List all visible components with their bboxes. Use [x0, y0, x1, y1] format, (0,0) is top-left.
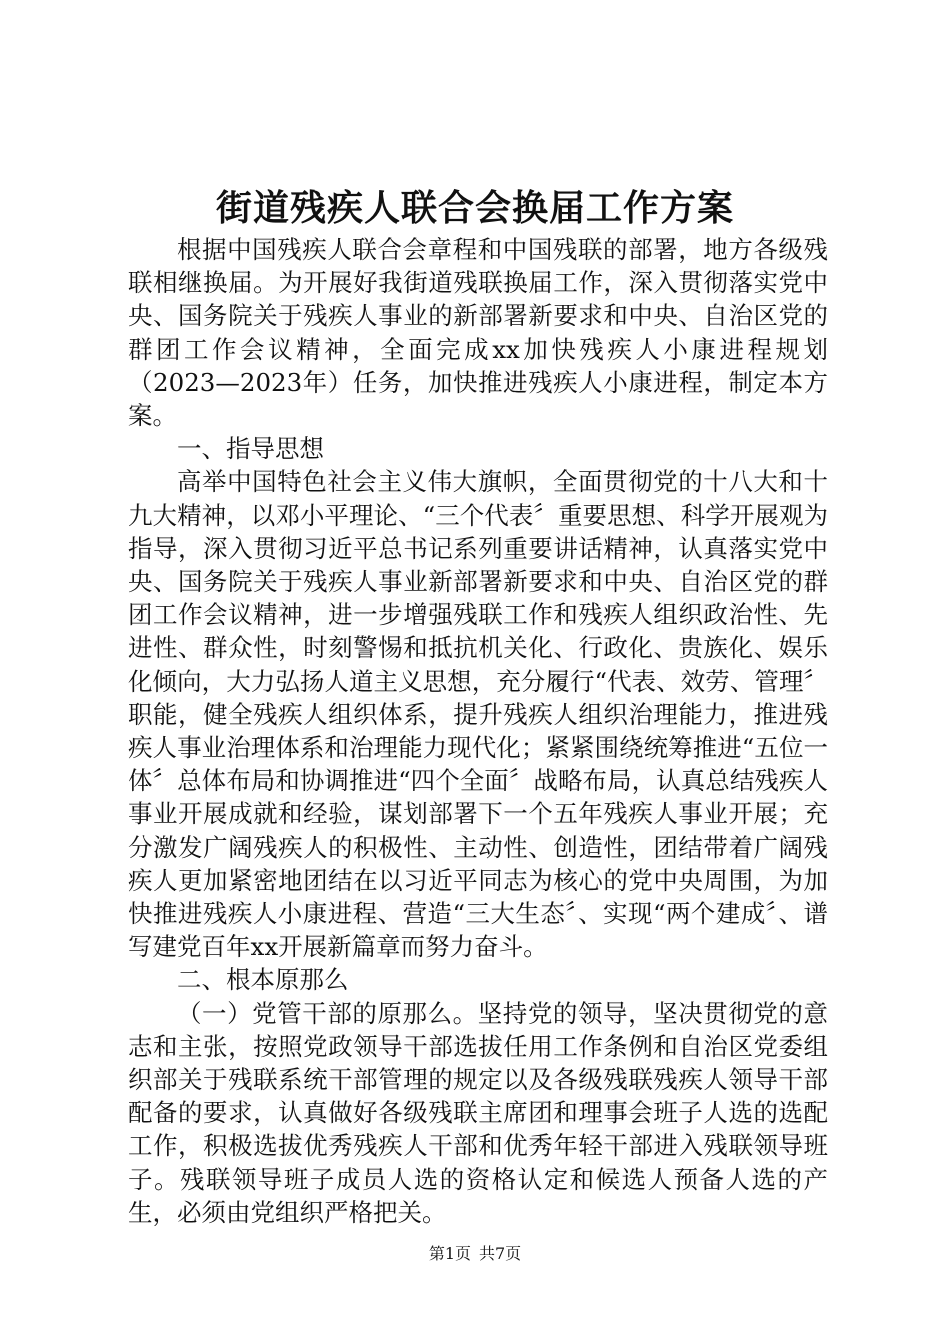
- page-footer: [0, 1242, 950, 1266]
- page-total: 共7页: [479, 1244, 522, 1263]
- section-heading-guiding-ideology: 一、指导思想: [177, 434, 324, 464]
- document-title: 街道残疾人联合会换届工作方案: [215, 187, 734, 229]
- page-number: 第1页: [428, 1244, 471, 1263]
- section-heading-basic-principles: 二、根本原那么: [177, 965, 349, 995]
- principle-one-paragraph: （一）党管干部的原那么。坚持党的领导，坚决贯彻党的意志和主张，按照党政领导干部选拔任用工作条例和自治区党委组织部关于残联系统干部管理的规定以及各级残联残疾人领导干部配备的要求，认真做好各级残联主席团和理事会班子人选的选配工作，积极选拔优秀残疾人干部和优秀年轻干部进入残联领导班子。残联领导班子成员人选的资格认定和候选人预备人选的产生，必须由党组织严格把关。: [128, 998, 828, 1227]
- intro-paragraph: 根据中国残疾人联合会章程和中国残联的部署，地方各级残联相继换届。为开展好我街道残联换届工作，深入贯彻落实党中央、国务院关于残疾人事业的新部署新要求和中央、自治区党的群团工作会议精神，全面完成xx加快残疾人小康进程规划（2023—2023年）任务，加快推进残疾人小康进程，制定本方案。: [128, 235, 828, 431]
- guiding-ideology-paragraph: 高举中国特色社会主义伟大旗帜，全面贯彻党的十八大和十九大精神，以邓小平理论、“三个代表〞重要思想、科学开展观为指导，深入贯彻习近平总书记系列重要讲话精神，认真落实党中央、国务院关于残疾人事业新部署新要求和中央、自治区党的群团工作会议精神，进一步增强残联工作和残疾人组织政治性、先进性、群众性，时刻警惕和抵抗机关化、行政化、贵族化、娱乐化倾向，大力弘扬人道主义思想，充分履行“代表、效劳、管理〞职能，健全残疾人组织体系，提升残疾人组织治理能力，推进残疾人事业治理体系和治理能力现代化；紧紧围绕统筹推进“五位一体〞总体布局和协调推进“四个全面〞战略布局，认真总结残疾人事业开展成就和经验，谋划部署下一个五年残疾人事业开展；充分激发广阔残疾人的积极性、主动性、创造性，团结带着广阔残疾人更加紧密地团结在以习近平同志为核心的党中央周围，为加快推进残疾人小康进程、营造“三大生态〞、实现“两个建成〞、谱写建党百年xx开展新篇章而努力奋斗。: [128, 467, 828, 962]
- document-body: [128, 233, 828, 1229]
